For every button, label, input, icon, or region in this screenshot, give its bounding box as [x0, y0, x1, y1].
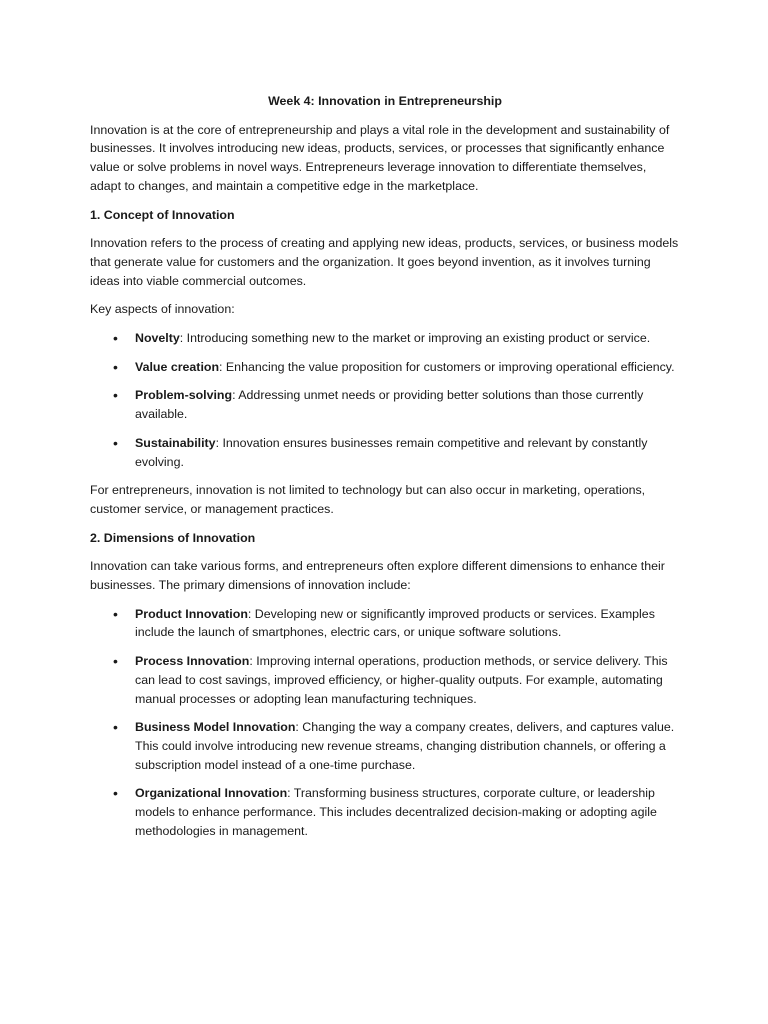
list-item — [90, 718, 680, 774]
key-aspects-list — [90, 329, 680, 471]
list-item-text: : Changing the way a company creates, delivers, and captures value. This could involve introducing new revenue streams, changing distribution channels, or offering a subscription model instead of a one-time purchase. — [135, 720, 675, 772]
list-item-term: Process Innovation — [135, 654, 250, 669]
dimensions-list — [90, 605, 680, 841]
concept-paragraph: Innovation refers to the process of creating and applying new ideas, products, services, or business models that generate value for customers and the organization. It goes beyond invention, as it involves turning ideas into viable commercial outcomes. — [90, 236, 679, 288]
list-item-term: Product Innovation — [135, 606, 248, 621]
list-item-term: Value creation — [135, 359, 220, 374]
list-item-text: : Introducing something new to the market or improving an existing product or service. — [179, 331, 651, 346]
intro-paragraph: Innovation is at the core of entrepreneurship and plays a vital role in the development and sustainability of businesses. It involves introducing new ideas, products, services, or processes that significantly enhance value or solve problems in novel ways. Entrepreneurs leverage innovation to differentiate themselves, adapt to changes, and maintain a competitive edge in the marketplace. — [90, 122, 670, 193]
list-item — [90, 358, 680, 377]
list-item-text: : Enhancing the value proposition for customers or improving operational efficiency. — [219, 359, 675, 374]
list-item-text: : Developing new or significantly improved products or services. Examples include the launch of smartphones, electric cars, or unique software solutions. — [135, 606, 655, 640]
list-item-term: Business Model Innovation — [135, 720, 296, 735]
list-item — [90, 386, 680, 423]
concept-closing-paragraph: For entrepreneurs, innovation is not limited to technology but can also occur in marketing, operations, customer service, or management practices. — [90, 483, 646, 516]
list-item-text: : Innovation ensures businesses remain competitive and relevant by constantly evolving. — [135, 435, 648, 469]
section-heading-concept: 1. Concept of Innovation — [90, 207, 235, 222]
list-item — [90, 784, 680, 840]
list-item-text: : Addressing unmet needs or providing better solutions than those currently available. — [135, 388, 644, 422]
key-aspects-lead: Key aspects of innovation: — [90, 302, 235, 317]
list-item-text: : Transforming business structures, corporate culture, or leadership models to enhance performance. This includes decentralized decision-making or adopting agile methodologies in management. — [135, 786, 657, 838]
list-item — [90, 652, 680, 708]
document-title: Week 4: Innovation in Entrepreneurship — [268, 94, 502, 108]
list-item — [90, 434, 680, 471]
list-item-term: Organizational Innovation — [135, 786, 288, 801]
section-heading-dimensions: 2. Dimensions of Innovation — [90, 530, 256, 545]
list-item — [90, 605, 680, 642]
document-body — [90, 92, 680, 851]
list-item-term: Problem-solving — [135, 388, 233, 403]
list-item-text: : Improving internal operations, production methods, or service delivery. This can lead to cost savings, improved efficiency, or higher-quality outputs. For example, automating manual processes or adopting lean manufacturing techniques. — [135, 654, 668, 706]
list-item — [90, 329, 680, 348]
dimensions-paragraph: Innovation can take various forms, and entrepreneurs often explore different dimensions to enhance their businesses. The primary dimensions of innovation include: — [90, 559, 665, 593]
list-item-term: Novelty — [135, 331, 180, 346]
list-item-term: Sustainability — [135, 435, 216, 450]
